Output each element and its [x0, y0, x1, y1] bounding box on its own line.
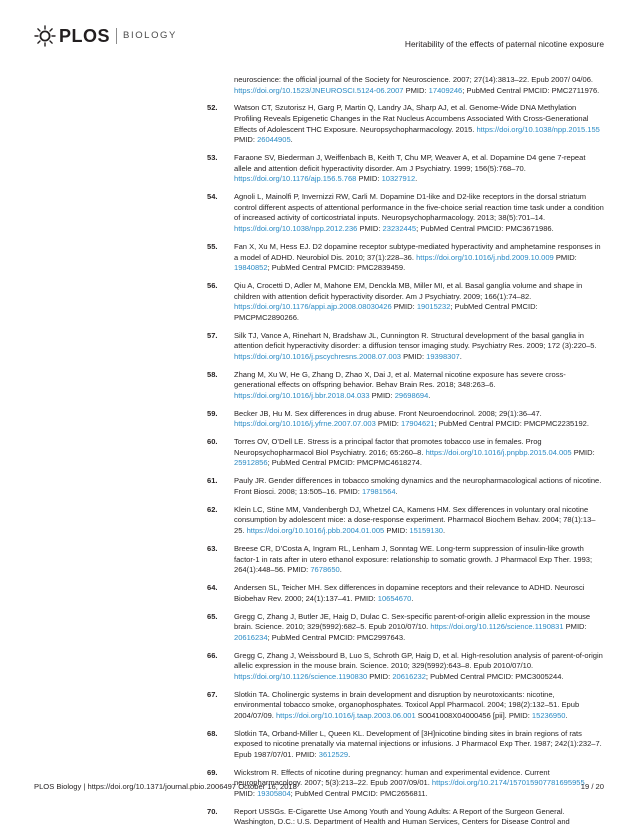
reference-text-segment: PMID: [571, 447, 595, 457]
reference-item [207, 192, 604, 234]
reference-number: 54. [207, 192, 218, 202]
reference-text-segment: Becker JB, Hu M. Sex differences in drug abuse. Front Neuroendocrinol. 2008; 29(1):36–47. [234, 408, 542, 418]
reference-number: 64. [207, 583, 218, 593]
reference-text [234, 281, 604, 323]
reference-text [234, 370, 604, 402]
reference-number: 52. [207, 103, 218, 113]
reference-item [207, 241, 604, 274]
reference-item [207, 543, 604, 576]
reference-text-segment: Wickstrom R. Effects of nicotine during pregnancy: human and experimental evidence. Current neuropharmacology. 2007; 5(3):213–22. Epub 2007/09/01. [234, 767, 550, 788]
reference-link[interactable]: https://doi.org/10.1016/j.pbb.2004.01.005 [246, 526, 385, 536]
reference-link[interactable]: 19398307 [426, 351, 460, 361]
reference-link[interactable]: 20616234 [234, 632, 268, 642]
reference-text-segment: Klein LC, Stine MM, Vandenbergh DJ, Whetzel CA, Kamens HM. Sex differences in voluntary oral nicotine consumption by adolescent mice: a dose-response experiment. Pharmacol Biochem Behav. 2004; 78(1):13–25. [234, 504, 596, 536]
reference-item [207, 583, 604, 604]
reference-item [207, 806, 604, 828]
reference-text-segment: Breese CR, D’Costa A, Ingram RL, Lenham J, Sonntag WE. Long-term suppression of insulin-like growth factor-1 in rats after in utero ethanol exposure: relationship to somatic growth. J Pharmacol Exp Ther. 1993; 264(1):448–56. PMID: [234, 543, 593, 575]
reference-text-segment: ; PubMed Central PMCID: PMC2997643. [267, 632, 406, 642]
reference-number: 55. [207, 241, 218, 251]
reference-text-segment: Watson CT, Szutorisz H, Garg P, Martin Q, Landry JA, Sharp AJ, et al. Genome-Wide DNA Methylation Profiling Reveals Epigenetic Changes in the Rat Nucleus Accumbens Associated With Cross-Generational Effects of Adolescent THC Exposure. Neuropsychopharmacology. 2015. [234, 103, 589, 134]
reference-text-segment: Qiu A, Crocetti D, Adler M, Mahone EM, Denckla MB, Miller MI, et al. Basal ganglia volume and shape in children with attention deficit hyperactivity disorder. Am J Psychiatry. 2009; 166(1):74–82. [234, 280, 583, 301]
reference-text [234, 409, 604, 430]
reference-link[interactable]: 10327912 [381, 174, 416, 184]
reference-link[interactable]: 29698694 [394, 390, 429, 400]
reference-text-segment: Report USSGs. E-Cigarette Use Among Youth and Young Adults: A Report of the Surgeon General. Washington, D.C.: U.S. Department of Health and Human Services, Centers for Disease Control and [234, 806, 570, 827]
page-header [0, 0, 638, 58]
reference-text [234, 192, 604, 234]
reference-number: 61. [207, 476, 218, 486]
reference-text-segment: Slotkin TA, Orband-Miller L, Queen KL. Development of [3H]nicotine binding sites in brain regions of rats exposed to nicotine prenatally via maternal injections or infusions. J Pharmacol Exp Ther. 1987; 242(1):232–7. Epub 1987/07/01. PMID: [234, 728, 602, 759]
reference-text-segment: Fan X, Xu M, Hess EJ. D2 dopamine receptor subtype-mediated hyperactivity and amphetamine responses in a model of ADHD. Neurobiol Dis. 2010; 37(1):228–36. [234, 241, 601, 262]
reference-item [207, 650, 604, 683]
reference-text-segment: . [459, 351, 462, 361]
reference-item [207, 611, 604, 644]
reference-text [234, 729, 604, 761]
reference-link[interactable]: https://doi.org/10.1016/j.taap.2003.06.001 [275, 710, 416, 720]
reference-text [234, 544, 604, 576]
reference-item [207, 476, 604, 497]
reference-link[interactable]: 23232445 [382, 224, 417, 234]
reference-text [234, 75, 604, 96]
plos-biology-logo[interactable] [34, 24, 177, 48]
reference-link[interactable]: 19840852 [234, 263, 268, 273]
reference-text-segment: . [339, 565, 342, 575]
reference-text-segment: PMID: [367, 671, 393, 681]
reference-text-segment: Zhang M, Xu W, He G, Zhang D, Zhao X, Dai J, et al. Maternal nicotine exposure has severe cross-generational effects on offspring behavior. Behav Brain Res. 2018; 348:263–6. [234, 369, 566, 390]
reference-link[interactable]: 25912856 [234, 458, 268, 468]
logo-divider [116, 28, 117, 44]
reference-link[interactable]: 7678650 [310, 565, 340, 575]
reference-item [207, 728, 604, 761]
reference-number: 62. [207, 504, 218, 514]
reference-link[interactable]: https://doi.org/10.2174/157015907781695955 [431, 778, 585, 788]
reference-text-segment: . [442, 526, 446, 536]
reference-text-segment: PMID: [400, 351, 427, 361]
reference-text-segment: . [411, 593, 414, 603]
reference-number: 56. [207, 280, 218, 290]
reference-text-segment: Faraone SV, Biederman J, Weiffenbach B, Keith T, Chu MP, Weaver A, et al. Dopamine D4 gene 7-repeat allele and attention deficit hyperactivity disorder. Am J Psychiatry. 1999; 156(5):768–70. [234, 153, 586, 173]
reference-text-segment: ; PubMed Central PMCID: PMC2839459. [267, 263, 406, 273]
reference-text-segment: Agnoli L, Mainolfi P, Invernizzi RW, Carli M. Dopamine D1-like and D2-like receptors in the dorsal striatum control different aspects of attentional performance in the five-choice serial reaction time task under a condition of increased activity of corticostriatal inputs. Neuropsychopharmacology. 2013; 38(5):701–14. [234, 192, 604, 223]
reference-link[interactable]: 20616232 [392, 671, 426, 681]
reference-item [207, 280, 604, 323]
reference-text-segment: ; PubMed Central PMCID: PMC2656811. [290, 789, 428, 798]
reference-text-segment: ; PubMed Central PMCID: PMC2711976. [462, 85, 600, 95]
reference-link[interactable]: https://doi.org/10.1038/npp.2015.155 [476, 124, 600, 134]
reference-link[interactable]: https://doi.org/10.1016/j.bbr.2018.04.033 [234, 390, 370, 400]
reference-text-segment: . [415, 174, 418, 184]
reference-number: 68. [207, 728, 218, 738]
reference-link[interactable]: 17981564 [361, 486, 396, 496]
reference-item [234, 75, 604, 96]
reference-link[interactable]: https://doi.org/10.1176/ajp.156.5.768 [234, 174, 357, 184]
reference-text-segment: PMID: [356, 174, 382, 184]
reference-item [207, 408, 604, 430]
reference-text-segment: PMID: [384, 526, 410, 536]
reference-text [234, 437, 604, 469]
reference-text-segment: ; PubMed Central PMCID: PMCPMC2890266. [234, 302, 538, 322]
reference-number: 67. [207, 689, 218, 699]
reference-link[interactable]: https://doi.org/10.1176/appi.ajp.2008.08030426 [234, 302, 392, 312]
reference-item [207, 437, 604, 469]
reference-text [234, 505, 604, 537]
page-number: 19 / 20 [580, 782, 604, 791]
reference-number: 53. [207, 153, 218, 163]
logo-wordmark: PLOS [59, 26, 111, 46]
reference-text-segment: Gregg C, Zhang J, Weissbourd B, Luo S, Schroth GP, Haig D, et al. High-resolution analysis of parent-of-origin allelic expression in the mouse brain. Science. 2010; 329(5992):643–8. Epub 2010/07/10. [234, 650, 603, 671]
reference-text-segment: PMID: [234, 135, 258, 145]
reference-text-segment: PMID: [553, 252, 577, 262]
page-footer [34, 782, 604, 794]
reference-text-segment: Slotkin TA. Cholinergic systems in brain development and disruption by neurotoxicants: nicotine, environmental tobacco smoke, organophosphates. Toxicol Appl Pharmacol. 2004; 198(2):132–51. Epub 2004/07/09. [234, 689, 580, 720]
reference-text-segment: PMID: [375, 419, 401, 429]
reference-number: 58. [207, 369, 218, 379]
reference-number: 57. [207, 330, 218, 340]
reference-text-segment: S0041008X04000456 [pii]. PMID: [415, 710, 532, 720]
reference-text-segment: ; PubMed Central PMCID: PMCPMC2235192. [434, 419, 589, 429]
reference-item [207, 153, 604, 185]
reference-link[interactable]: https://doi.org/10.1016/j.pnpbp.2015.04.005 [425, 447, 572, 457]
reference-text [234, 807, 604, 828]
reference-number: 59. [207, 408, 218, 418]
reference-text-segment: ; PubMed Central PMCID: PMCPMC4618274. [267, 458, 422, 468]
reference-number: 63. [207, 543, 218, 553]
reference-item [207, 330, 604, 363]
reference-text [234, 103, 604, 145]
reference-link[interactable]: 19015232 [416, 302, 451, 312]
reference-text [234, 690, 604, 722]
reference-text-segment: Torres OV, O’Dell LE. Stress is a principal factor that promotes tobacco use in females. Prog Neuropsychopharmacol Biol Psychiatry. 2016; 65:260–8. [234, 437, 542, 457]
reference-text [234, 153, 604, 185]
reference-text-segment: PMID: [563, 622, 587, 632]
reference-text-segment: ; PubMed Central PMCID: PMC3005244. [425, 671, 564, 681]
reference-item [207, 504, 604, 537]
reference-item [207, 103, 604, 145]
reference-number: 65. [207, 611, 218, 621]
reference-link[interactable]: 10654670 [377, 593, 412, 603]
reference-text-segment: Pauly JR. Gender differences in tobacco smoking dynamics and the neuropharmacological actions of nicotine. Front Biosci. 2008; 13:505–16. PMID: [234, 476, 602, 496]
footer-citation: PLOS Biology | https://doi.org/10.1371/journal.pbio.2006497 October 16, 2018 [34, 782, 297, 791]
reference-text-segment: PMID: [403, 85, 429, 95]
reference-link[interactable]: https://doi.org/10.1038/npp.2012.236 [234, 224, 358, 234]
reference-number: 69. [207, 767, 218, 777]
reference-text-segment: ; PubMed Central PMCID: PMC3671986. [416, 224, 554, 234]
reference-text [234, 331, 604, 363]
reference-link[interactable]: https://doi.org/10.1126/science.1190831 [430, 622, 564, 632]
reference-number: 66. [207, 650, 218, 660]
reference-number: 70. [207, 806, 218, 816]
reference-link[interactable]: 3612529 [318, 749, 349, 759]
reference-link[interactable]: 19305804 [257, 789, 291, 798]
reference-text-segment: PMID: [357, 224, 383, 234]
reference-list [207, 75, 604, 835]
reference-link[interactable]: https://doi.org/10.1016/j.nbd.2009.10.009 [416, 252, 554, 262]
plos-sunburst-icon [34, 25, 56, 47]
reference-text-segment: . [290, 135, 293, 145]
reference-text-segment: neuroscience: the official journal of the Society for Neuroscience. 2007; 27(14):3813–22. Epub 2007/ 04/06. [234, 75, 593, 84]
reference-item [207, 689, 604, 722]
running-head: Heritability of the effects of paternal nicotine exposure [404, 39, 604, 49]
journal-name: BIOLOGY [123, 30, 177, 41]
reference-text-segment: Silk TJ, Vance A, Rinehart N, Bradshaw JL, Cunnington R. Structural development of the basal ganglia in attention deficit hyperactivity disorder: a diffusion tensor imaging study. Psychiatry Res. 2009; 172 (3):220–5. [234, 330, 597, 351]
reference-link[interactable]: https://doi.org/10.1126/science.1190830 [234, 671, 368, 681]
reference-text [234, 651, 604, 683]
reference-text-segment: Gregg C, Zhang J, Butler JE, Haig D, Dulac C. Sex-specific parent-of-origin allelic expression in the mouse brain. Science. 2010; 329(5992):682–5. Epub 2010/07/10. [234, 611, 591, 632]
reference-text-segment: . [348, 749, 351, 759]
reference-link[interactable]: 17409246 [428, 85, 463, 95]
reference-link[interactable]: https://doi.org/10.1016/j.yfrne.2007.07.003 [234, 419, 376, 429]
reference-link[interactable]: 26044905 [257, 135, 291, 145]
reference-text-segment: PMID: [234, 789, 258, 798]
reference-text-segment: Andersen SL, Teicher MH. Sex differences in dopamine receptors and their relevance to ADHD. Neurosci Biobehav Rev. 2000; 24(1):137–41. PMID: [234, 583, 585, 603]
reference-link[interactable]: https://doi.org/10.1016/j.pscychresns.2008.07.003 [234, 351, 401, 361]
reference-text-segment: PMID: [369, 390, 395, 400]
reference-text [234, 612, 604, 644]
reference-text [234, 583, 604, 604]
reference-text-segment: . [428, 390, 431, 400]
reference-link[interactable]: 15159130 [409, 526, 443, 536]
reference-link[interactable]: 15236950 [531, 710, 566, 720]
reference-text [234, 476, 604, 497]
reference-text-segment: . [395, 486, 398, 496]
reference-link[interactable]: 17904621 [401, 419, 435, 429]
reference-link[interactable]: https://doi.org/10.1523/JNEUROSCI.5124-06.2007 [234, 85, 404, 95]
reference-item [207, 369, 604, 402]
reference-text-segment: PMID: [391, 302, 417, 312]
reference-text [234, 242, 604, 274]
reference-number: 60. [207, 437, 218, 447]
reference-text-segment: . [565, 710, 568, 720]
